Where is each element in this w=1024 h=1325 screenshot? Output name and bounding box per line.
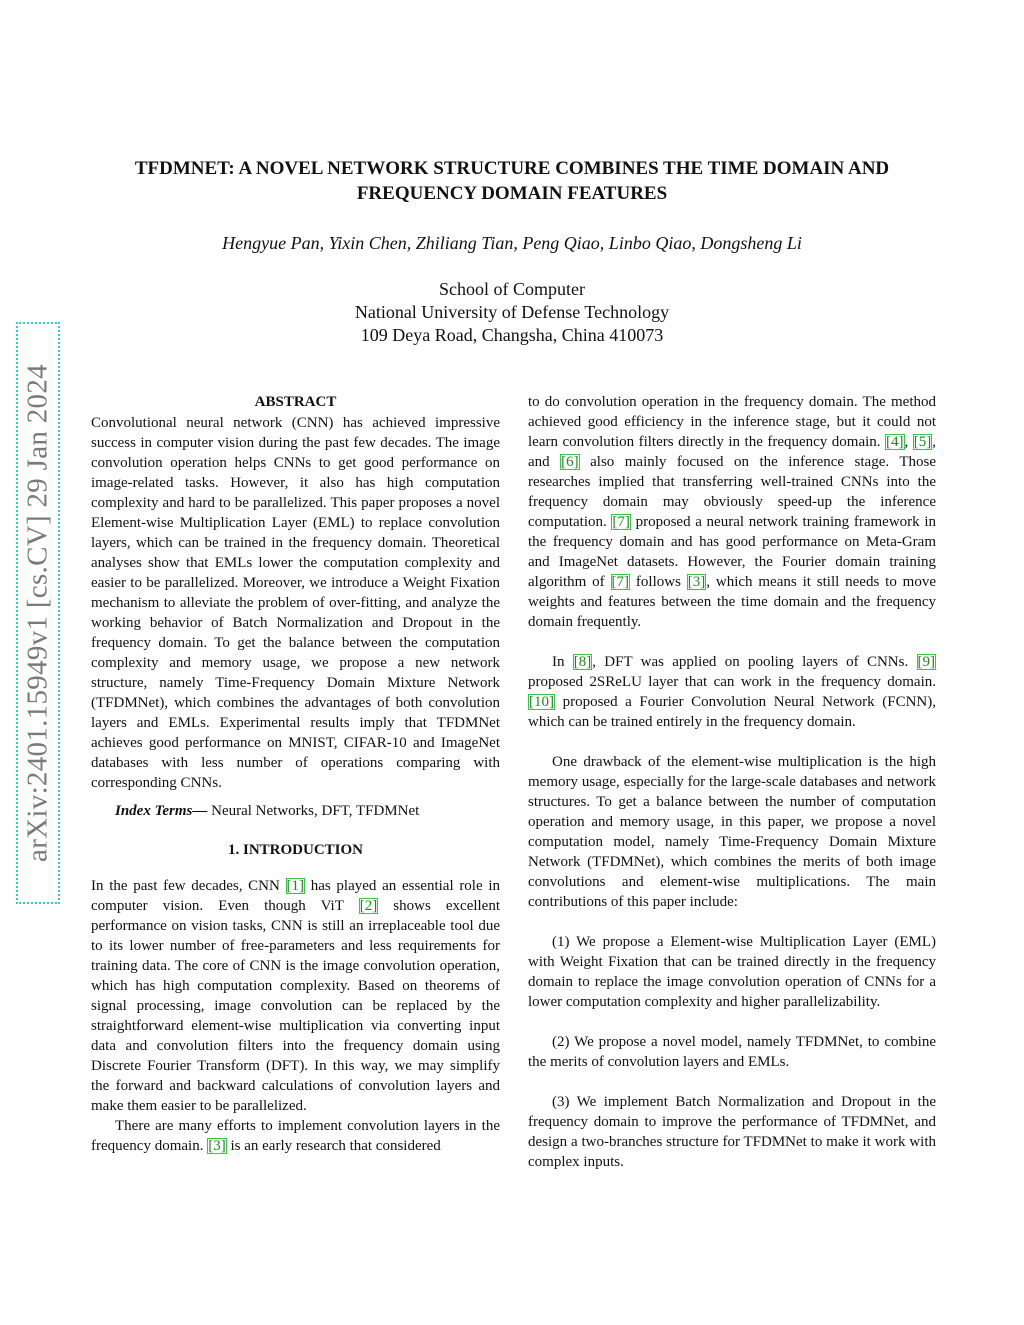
- index-terms-value: Neural Networks, DFT, TFDMNet: [207, 803, 420, 819]
- abstract-heading: ABSTRACT: [254, 394, 337, 410]
- citation-link[interactable]: [7]: [611, 574, 630, 590]
- intro-paragraph-1: In the past few decades, CNN [1] has played an essential role in computer vision. Even though ViT [2] shows excellent performance on vision tasks, CNN is still an irreplaceable tool due to its lower number of free-parameters and less requirements for training data. The core of CNN is the image convolution operation, which has high computation complexity. Based on theorems of signal processing, image convolution can be replaced by the straightforward element-wise multiplication via converting input data and convolution filters into the frequency domain using Discrete Fourier Transform (DFT). In this way, we may simplify the forward and backward calculations of convolution layers and make them easier to be parallelized.: [91, 878, 501, 1114]
- left-column: [91, 392, 500, 1156]
- contribution-1: (1) We propose a Element-wise Multiplication Layer (EML) with Weight Fixation that can be trained directly in the frequency domain to replace the image convolution operation of CNNs for a lower computation complexity and higher parallelizability.: [528, 934, 936, 1010]
- contribution-2: (2) We propose a novel model, namely TFDMNet, to combine the merits of convolution layers and EMLs.: [528, 1034, 936, 1070]
- citation-link[interactable]: [2]: [359, 898, 378, 914]
- title-line-2: FREQUENCY DOMAIN FEATURES: [356, 183, 668, 204]
- citation-link[interactable]: [4]: [886, 434, 904, 450]
- arxiv-stamp-text: arXiv:2401.15949v1 [cs.CV] 29 Jan 2024: [21, 364, 54, 862]
- author-list: Hengyue Pan, Yixin Chen, Zhiliang Tian, Peng Qiao, Linbo Qiao, Dongsheng Li: [222, 233, 802, 253]
- right-paragraph-2: In [8], DFT was applied on pooling layers of CNNs. [9] proposed 2SReLU layer that can work in the frequency domain. [10] proposed a Fourier Convolution Neural Network (FCNN), which can be trained entirely in the frequency domain.: [528, 654, 936, 730]
- citation-link[interactable]: [3]: [208, 1138, 226, 1154]
- right-column: [528, 392, 936, 1172]
- citation-link[interactable]: [7]: [612, 514, 630, 530]
- title-line-1: TFDMNET: A NOVEL NETWORK STRUCTURE COMBINES THE TIME DOMAIN AND: [134, 158, 890, 179]
- paper-title: [60, 156, 964, 206]
- right-paragraph-1: to do convolution operation in the frequency domain. The method achieved good efficiency in the inference stage, but it could not learn convolution filters directly in the frequency domain. [4], [5], and [6] also mainly focused on the inference stage. Those researches implied that transferring well-trained CNNs into the frequency domain may obviously speed-up the inference computation. [7] proposed a neural network training framework in the frequency domain and has good performance on Meta-Gram and ImageNet datasets. However, the Fourier domain training algorithm of [7] follows [3], which means it still needs to move weights and features between the time domain and the frequency domain frequently.: [528, 394, 936, 630]
- contribution-3: (3) We implement Batch Normalization and Dropout in the frequency domain to improve the performance of TFDMNet, and design a two-branches structure for TFDMNet to make it work with complex inputs.: [528, 1094, 936, 1170]
- index-terms-label: Index Terms—: [115, 803, 208, 819]
- intro-paragraph-2: There are many efforts to implement convolution layers in the frequency domain. [3] is an early research that considered: [91, 1118, 500, 1154]
- arxiv-stamp: [16, 322, 60, 904]
- citation-link[interactable]: [9]: [917, 654, 935, 670]
- citation-link[interactable]: [10]: [529, 694, 554, 710]
- citation-link[interactable]: [6]: [561, 454, 579, 470]
- citation-link[interactable]: [8]: [573, 654, 592, 670]
- affiliation-university: National University of Defense Technology: [354, 302, 670, 322]
- affiliation: [60, 278, 964, 347]
- affiliation-school: School of Computer: [439, 279, 585, 299]
- abstract-text: Convolutional neural network (CNN) has achieved impressive success in computer vision during the past few decades. The image convolution operation helps CNNs to get good performance on image-related tasks. However, it also has high computation complexity and hard to be parallelized. This paper proposes a novel Element-wise Multiplication Layer (EML) to replace convolution layers, which can be trained in the frequency domain. Theoretical analyses show that EMLs lower the computation complexity and easier to be parallelized. Moreover, we introduce a Weight Fixation mechanism to alleviate the problem of over-fitting, and analyze the working behavior of Batch Normalization and Dropout in the frequency domain. To get the balance between the computation complexity and memory usage, we propose a new network structure, namely Time-Frequency Domain Mixture Network (TFDMNet), which combines the advantages of both convolution layers and EMLs. Experimental results imply that TFDMNet achieves good performance on MNIST, CIFAR-10 and ImageNet databases with less number of operations comparing with corresponding CNNs.: [91, 415, 500, 791]
- index-terms: [91, 801, 500, 821]
- citation-link[interactable]: [1]: [286, 878, 305, 894]
- affiliation-address: 109 Deya Road, Changsha, China 410073: [360, 325, 664, 345]
- citation-link[interactable]: [5]: [913, 434, 932, 450]
- introduction-heading: 1. INTRODUCTION: [227, 842, 363, 858]
- right-paragraph-3: One drawback of the element-wise multiplication is the high memory usage, especially for the large-scale databases and network structures. To get a balance between the number of computation operation and memory usage, in this paper, we propose a novel computation model, namely Time-Frequency Domain Mixture Network (TFDMNet), which combines the merits of both image convolutions and element-wise multiplications. The main contributions of this paper include:: [528, 754, 936, 910]
- citation-link[interactable]: [3]: [687, 574, 706, 590]
